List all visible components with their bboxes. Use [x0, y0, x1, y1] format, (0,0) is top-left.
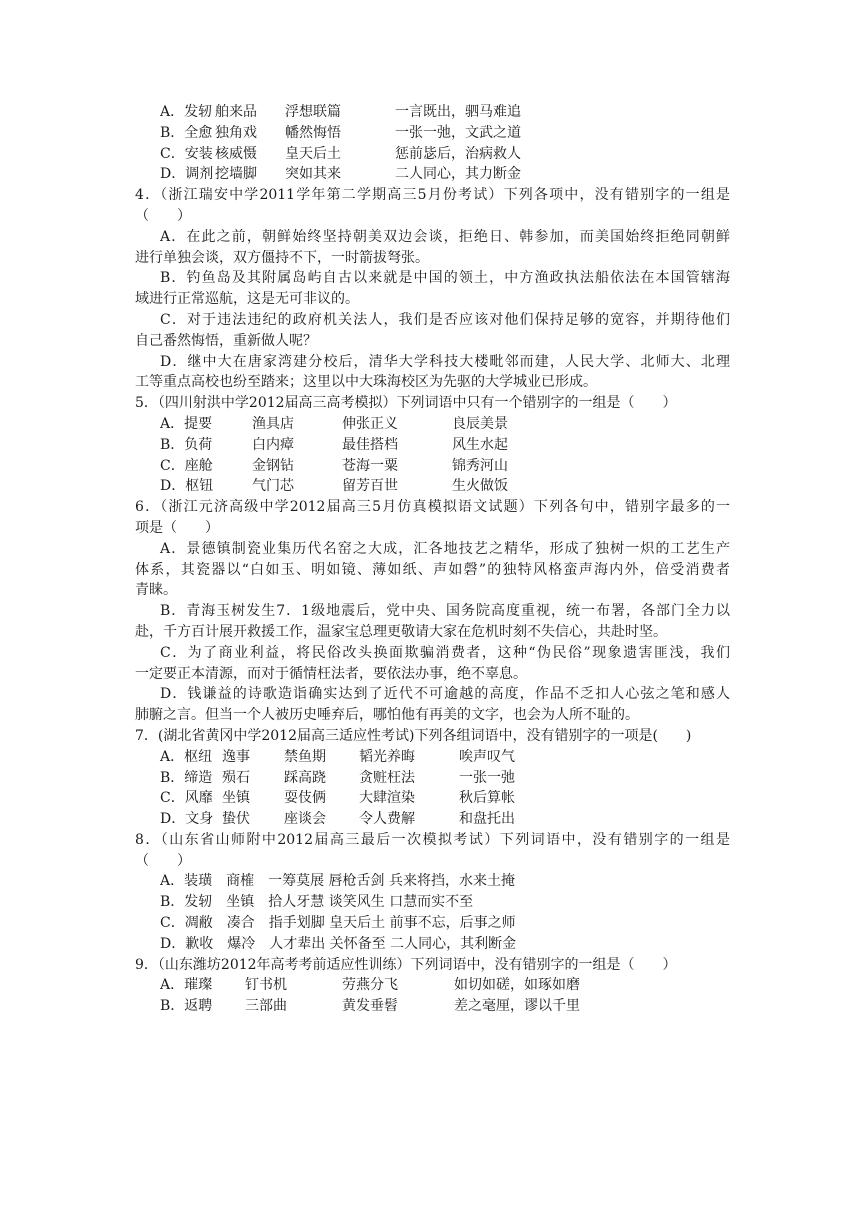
option-row [135, 809, 730, 830]
option-term: 金钢钻 [252, 457, 294, 474]
option-term: 惩前毖后，治病救人 [395, 145, 521, 162]
option-term: 一张一弛 [459, 769, 515, 786]
answer-paragraph: 肺腑之言。但当一个人被历史唾弃后，哪怕他有再美的文字，也会为人所不耻的。 [135, 707, 639, 724]
option-term: 核威慑 [215, 145, 257, 162]
option-row [135, 435, 730, 456]
answer-paragraph: 体系，其瓷器以“白如玉、明如镜、薄如纸、声如磬”的独特风格蛮声海内外，倍受消费者 [135, 561, 730, 578]
option-term: B．缔造 [160, 769, 213, 786]
answer-paragraph: 进行单独会谈，双方僵持不下，一时箭拔弩张。 [135, 249, 429, 266]
option-term: 渔具店 [252, 415, 294, 432]
option-row [135, 476, 730, 497]
option-term: 皇天后土 [285, 145, 341, 162]
option-term: 气门芯 [252, 478, 294, 495]
option-term: C．座舱 [160, 457, 213, 474]
answer-paragraph: D．钱谦益的诗歌造诣确实达到了近代不可逾越的高度，作品不乏扣人心弦之笔和感人 [160, 686, 730, 703]
answer-paragraph: 自己番然悔悟，重新做人呢？ [135, 332, 317, 349]
option-term: 苍海一粟 [342, 457, 398, 474]
answer-paragraph: A．在此之前，朝鲜始终坚持朝美双边会谈，拒绝日、韩参加，而美国始终拒绝同朝鲜 [160, 228, 730, 245]
question-stem: 5．（四川射洪中学2012届高三高考模拟）下列词语中只有一个错别字的一组是（ ） [135, 395, 677, 412]
option-row [135, 913, 730, 934]
option-term: 风生水起 [452, 436, 508, 453]
option-row [135, 164, 730, 185]
option-term: 三部曲 [245, 998, 287, 1015]
option-row [135, 747, 730, 768]
answer-paragraph: C．对于违法违纪的政府机关法人，我们是否应该对他们保持足够的宽容，并期待他们 [160, 311, 730, 328]
option-row [135, 102, 730, 123]
option-row [135, 123, 730, 144]
answer-paragraph: 一定要正本清源，而对于循情枉法者，要依法办事，绝不辜息。 [135, 665, 527, 682]
option-row [135, 414, 730, 435]
option-term: 唉声叹气 [459, 748, 515, 765]
option-term: 禁鱼期 [284, 748, 326, 765]
option-term: B．发轫 坐镇 拾人牙慧 谈笑风生 口慧而实不至 [160, 894, 474, 911]
answer-paragraph: 赴，千方百计展开救援工作，温家宝总理更敬请大家在危机时刻不失信心，共赴时坚。 [135, 623, 667, 640]
option-term: 座谈会 [284, 811, 326, 828]
option-term: A．装璜 商榷 一筹莫展 唇枪舌剑 兵来将挡，水来土掩 [160, 873, 516, 890]
answer-paragraph: 青睐。 [135, 582, 177, 599]
option-term: 一言既出，驷马难追 [395, 104, 521, 120]
option-term: A．璀璨 [160, 977, 213, 994]
option-row [135, 892, 730, 913]
option-term: A．提要 [160, 415, 213, 432]
option-term: C．风靡 [160, 790, 213, 807]
option-row [135, 144, 730, 165]
option-term: 伸张正义 [342, 415, 398, 432]
option-term: 耍伎俩 [284, 790, 326, 807]
option-row [135, 788, 730, 809]
answer-paragraph: B．钓鱼岛及其附属岛屿自古以来就是中国的领土，中方渔政执法船依法在本国管辖海 [160, 270, 730, 287]
option-term: D．枢钮 [160, 478, 214, 495]
option-term: 秋后算帐 [459, 790, 515, 807]
option-term: A．枢纽 [160, 748, 213, 765]
question-stem: 8．（山东省山师附中2012届高三最后一次模拟考试）下列词语中，没有错别字的一组是 [135, 831, 730, 848]
question-stem: 4．（浙江瑞安中学2011学年第二学期高三5月份考试）下列各项中，没有错别字的一组是 [135, 187, 730, 204]
option-term: 劳燕分飞 [342, 977, 398, 994]
option-term: 白内瘴 [252, 436, 294, 453]
option-term: 逸事 [222, 748, 250, 765]
option-term: 独角戏 [215, 124, 257, 141]
option-row [135, 768, 730, 789]
question-stem: 9．（山东潍坊2012年高考考前适应性训练）下列词语中，没有错别字的一组是（ ） [135, 956, 677, 973]
option-term: 留芳百世 [342, 478, 398, 495]
option-term: 浮想联篇 [285, 104, 341, 120]
option-term: D．歉收 爆冷 人才辈出 关怀备至 二人同心，其利断金 [160, 935, 517, 952]
option-term: 钉书机 [245, 977, 287, 994]
option-term: 韬光养晦 [359, 748, 415, 765]
option-term: 如切如磋，如琢如磨 [454, 977, 580, 994]
option-term: C．凋敝 凑合 指手划脚 皇天后土 前事不忘，后事之师 [160, 915, 516, 932]
option-term: 大肆渲染 [359, 790, 415, 807]
option-term: D．调剂 [160, 166, 214, 183]
answer-paragraph: 工等重点高校也纷至踏来；这里以中大珠海校区为先驱的大学城业已形成。 [135, 374, 597, 391]
answer-paragraph: A．景德镇制瓷业集历代名窑之大成，汇各地技艺之精华，形成了独树一炽的工艺生产 [160, 540, 730, 557]
option-term: B．负荷 [160, 436, 213, 453]
option-term: 差之毫厘，谬以千里 [454, 998, 580, 1015]
option-term: 一张一弛，文武之道 [395, 124, 521, 141]
option-term: 令人费解 [359, 811, 415, 828]
option-term: 黄发垂髫 [342, 998, 398, 1015]
option-term: D．文身 [160, 811, 214, 828]
option-term: 坐镇 [222, 790, 250, 807]
answer-paragraph: C．为了商业利益，将民俗改头换面欺骗消费者，这种“伪民俗”现象遗害匪浅，我们 [160, 644, 730, 661]
option-term: 踩高跷 [284, 769, 326, 786]
question-stem: （ ） [135, 207, 191, 224]
option-term: 殒石 [222, 769, 250, 786]
option-term: 和盘托出 [459, 811, 515, 828]
question-stem: （ ） [135, 852, 191, 869]
option-term: 贪赃枉法 [359, 769, 415, 786]
option-term: A．发轫 [160, 104, 213, 120]
question-stem: 6．（浙江元济高级中学2012届高三5月仿真模拟语文试题）下列各句中，错别字最多的一 [135, 499, 730, 516]
option-term: 蛰伏 [222, 811, 250, 828]
option-term: B．返聘 [160, 998, 213, 1015]
option-term: 舶来品 [215, 104, 257, 120]
answer-paragraph: D．继中大在唐家湾建分校后，清华大学科技大楼毗邻而建，人民大学、北师大、北理 [160, 353, 730, 370]
option-row [135, 975, 730, 996]
option-term: 挖墙脚 [215, 166, 257, 183]
option-term: 生火做饭 [452, 478, 508, 495]
option-row [135, 996, 730, 1017]
question-stem: 项是（ ） [135, 519, 219, 536]
option-term: 幡然悔悟 [285, 124, 341, 141]
option-term: 二人同心，其力断金 [395, 166, 521, 183]
option-term: 良辰美景 [452, 415, 508, 432]
option-row [135, 934, 730, 955]
question-stem: 7．(湖北省黄冈中学2012届高三适应性考试)下列各组词语中，没有错别字的一项是( ) [135, 727, 692, 744]
option-term: 最佳搭档 [342, 436, 398, 453]
option-row [135, 456, 730, 477]
option-term: C．安装 [160, 145, 213, 162]
answer-paragraph: B．青海玉树发生7．1级地震后，党中央、国务院高度重视，统一布署，各部门全力以 [160, 603, 730, 620]
option-term: 突如其来 [285, 166, 341, 183]
option-term: 锦秀河山 [452, 457, 508, 474]
option-row [135, 871, 730, 892]
option-term: B．全愈 [160, 124, 213, 141]
document-body [135, 102, 730, 1017]
answer-paragraph: 域进行正常巡航，这是无可非议的。 [135, 291, 359, 308]
